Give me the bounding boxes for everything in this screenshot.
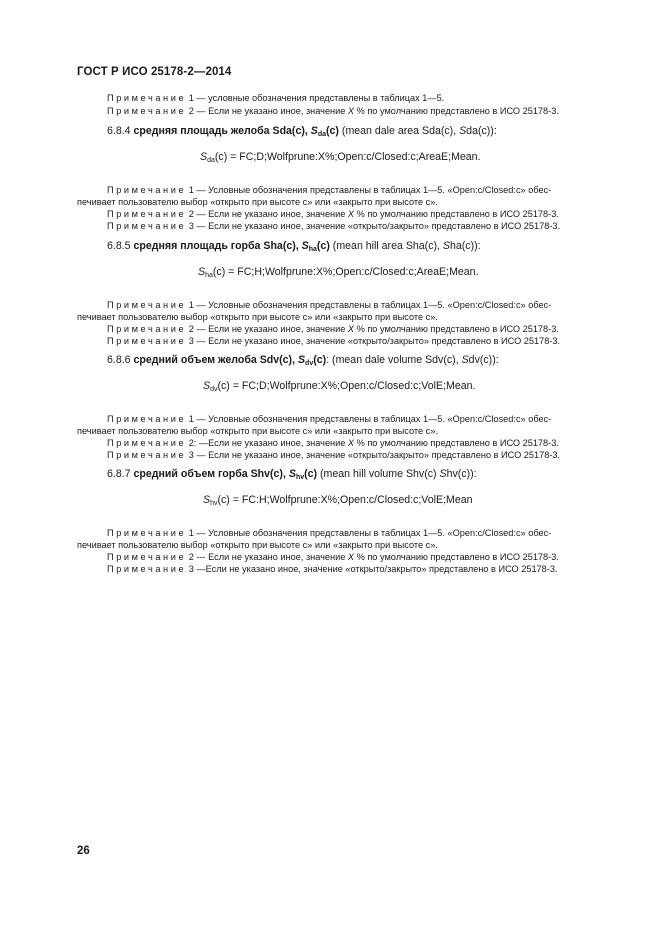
note-label: Примечание	[107, 336, 187, 346]
section-number: 6.8.6	[107, 354, 131, 366]
note-text: 1 — Условные обозначения представлены в таблицах 1—5. «Open:c/Closed:c» обес-	[188, 300, 552, 310]
formula-expression: (c) = FC;D;Wolfprune:X%;Open:c/Closed:c;VolE;Mean.	[217, 380, 476, 392]
page-number: 26	[77, 845, 90, 857]
section-note-1	[107, 414, 551, 425]
section-note-3	[107, 336, 560, 347]
section-title-en: (mean dale area Sda(c),	[338, 125, 460, 137]
note-text: 1 — Условные обозначения представлены в таблицах 1—5. «Open:c/Closed:c» обес-	[188, 414, 552, 424]
section-formula	[200, 151, 481, 164]
formula-symbol-sub: hv	[210, 500, 218, 507]
section-heading	[107, 468, 477, 481]
note-text: 2: —Если не указано иное, значение	[188, 438, 348, 448]
section-title-en-sym: S	[439, 468, 447, 480]
section-symbol-tail: (с)	[326, 125, 339, 137]
section-note-3	[107, 221, 560, 232]
section-note-1	[107, 300, 551, 311]
note-text-tail: % по умолчанию представлено в ИСО 25178-3.	[354, 438, 559, 448]
formula-expression: (c) = FC:H;Wolfprune:X%;Open:c/Closed:c;VolE;Mean	[217, 494, 473, 506]
section-symbol-sub: hv	[295, 474, 305, 481]
note-var: X	[347, 106, 355, 116]
section-note-2	[107, 209, 559, 220]
formula-symbol-sub: ha	[205, 272, 213, 279]
note-label: Примечание	[107, 438, 187, 448]
note-label: Примечание	[107, 552, 187, 562]
section-note-1-cont	[77, 540, 438, 551]
formula-expression: (c) = FC;H;Wolfprune:X%;Open:c/Closed:c;AreaE;Mean.	[212, 266, 479, 278]
section-note-2	[107, 552, 559, 563]
formula-symbol-sub: dv	[210, 386, 218, 393]
note-label: Примечание	[107, 209, 187, 219]
section-heading	[107, 240, 481, 253]
note-text: 3 — Если не указано иное, значение «открыто/закрыто» представлено в ИСО 25178-3.	[188, 336, 561, 346]
section-heading	[107, 125, 497, 138]
section-number: 6.8.4	[107, 125, 131, 137]
note-text: 3 — Если не указано иное, значение «открыто/закрыто» представлено в ИСО 25178-3.	[188, 221, 561, 231]
section-formula	[198, 266, 479, 279]
formula-symbol: S	[198, 266, 206, 278]
note-text: 1 — условные обозначения представлены в таблицах 1—5.	[188, 93, 445, 103]
note-text-tail: % по умолчанию представлено в ИСО 25178-3.	[354, 552, 559, 562]
section-formula	[203, 380, 475, 393]
note-text: 1 — Условные обозначения представлены в таблицах 1—5. «Open:c/Closed:c» обес-	[188, 528, 552, 538]
section-symbol-sub: da	[317, 131, 327, 138]
section-symbol: S	[288, 468, 296, 480]
section-title-en-sym: S	[459, 125, 467, 137]
section-title-en-sym: S	[461, 354, 469, 366]
section-title-en: (mean hill area Sha(c),	[329, 240, 443, 252]
note-label: Примечание	[107, 93, 187, 103]
section-note-1-cont	[77, 426, 438, 437]
section-title-en-end: hv(c)):	[446, 468, 477, 480]
note-text: 2 — Если не указано иное, значение	[188, 209, 348, 219]
note-text-cont: печивает пользователю выбор «открыто при высоте с» или «закрыто при высоте с».	[77, 540, 438, 550]
formula-expression: (c) = FC;D;Wolfprune:X%;Open:c/Closed:c;AreaE;Mean.	[214, 151, 481, 163]
note-var: X	[347, 552, 355, 562]
note-var: X	[347, 209, 355, 219]
section-title-en-end: dv(c)):	[468, 354, 499, 366]
section-symbol-sub: dv	[305, 360, 314, 367]
section-note-3	[107, 450, 560, 461]
note-text-tail: % по умолчанию представлено в ИСО 25178-3.	[354, 106, 559, 116]
note-text: 3 —Если не указано иное, значение «открыто/закрыто» представлено в ИСО 25178-3.	[188, 564, 558, 574]
formula-symbol: S	[203, 494, 211, 506]
section-title: средняя площадь горба Sha(с),	[133, 240, 302, 252]
formula-symbol: S	[200, 151, 208, 163]
formula-symbol: S	[203, 380, 211, 392]
section-title: средний объем горба Shv(с),	[133, 468, 289, 480]
section-note-1	[107, 528, 551, 539]
section-number: 6.8.5	[107, 240, 131, 252]
section-heading	[107, 354, 499, 367]
section-symbol-tail: (с)	[313, 354, 327, 366]
section-symbol: S	[301, 240, 309, 252]
section-note-1-cont	[77, 197, 438, 208]
section-title-en: : (mean dale volume Sdv(c),	[326, 354, 462, 366]
note-label: Примечание	[107, 450, 187, 460]
note-text: 2 — Если не указано иное, значение	[188, 324, 348, 334]
formula-symbol-sub: da	[207, 157, 215, 164]
note-text-cont: печивает пользователю выбор «открыто при высоте с» или «закрыто при высоте с».	[77, 197, 438, 207]
section-title-en-sym: S	[442, 240, 450, 252]
note-var: X	[347, 438, 355, 448]
section-title-en-end: ha(c)):	[449, 240, 481, 252]
note-text-tail: % по умолчанию представлено в ИСО 25178-3.	[354, 324, 559, 334]
note-text: 2 --- Если не указано иное, значение	[188, 552, 348, 562]
section-symbol: S	[310, 125, 318, 137]
note-label: Примечание	[107, 106, 187, 116]
note-text: 3 — Если не указано иное, значение «открыто/закрыто» представлено в ИСО 25178-3.	[188, 450, 561, 460]
intro-note-2	[107, 106, 559, 117]
section-note-1	[107, 185, 551, 196]
section-note-2	[107, 324, 559, 335]
note-label: Примечание	[107, 528, 187, 538]
section-symbol-tail: (с)	[304, 468, 318, 480]
section-title-en-end: da(c)):	[466, 125, 497, 137]
note-label: Примечание	[107, 324, 187, 334]
section-note-3	[107, 564, 558, 575]
section-note-2	[107, 438, 559, 449]
section-title: средний объем желоба Sdv(с),	[133, 354, 298, 366]
note-text-cont: печивает пользователю выбор «открыто при высоте с» или «закрыто при высоте с».	[77, 426, 438, 436]
section-title: средняя площадь желоба Sda(с),	[133, 125, 311, 137]
note-label: Примечание	[107, 414, 187, 424]
section-symbol-sub: ha	[308, 246, 317, 253]
note-text-tail: % по умолчанию представлено в ИСО 25178-3.	[354, 209, 559, 219]
note-var: X	[347, 324, 355, 334]
intro-note-1	[107, 93, 444, 104]
note-text: 2 — Если не указано иное, значение	[188, 106, 348, 116]
document-header: ГОСТ Р ИСО 25178-2—2014	[77, 66, 232, 78]
section-formula	[203, 494, 473, 507]
note-label: Примечание	[107, 300, 187, 310]
note-label: Примечание	[107, 564, 187, 574]
section-title-en: (mean hill volume Shv(c)	[317, 468, 440, 480]
note-label: Примечание	[107, 185, 187, 195]
note-text-cont: печивает пользователю выбор «открыто при высоте с» или «закрыто при высоте с».	[77, 312, 438, 322]
section-symbol-tail: (с)	[316, 240, 330, 252]
note-label: Примечание	[107, 221, 187, 231]
section-number: 6.8.7	[107, 468, 131, 480]
section-note-1-cont	[77, 312, 438, 323]
section-symbol: S	[297, 354, 306, 366]
note-text: 1 — Условные обозначения представлены в таблицах 1—5. «Open:c/Closed:c» обес-	[188, 185, 552, 195]
